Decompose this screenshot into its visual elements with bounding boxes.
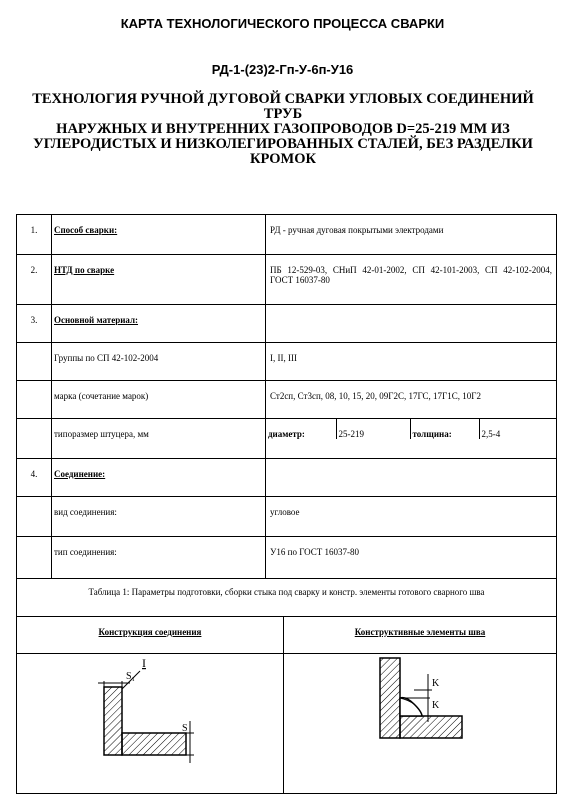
joint-construction-header: Конструкция соединения [98,627,202,637]
technology-title-line: КРОМОК [249,151,317,167]
row-number: 1. [17,215,52,255]
empty-cell [266,459,557,497]
table-row [17,459,557,497]
empty-cell [17,537,52,579]
empty-cell [17,381,52,419]
diameter-label: диаметр: [266,419,336,439]
table-row [17,497,557,537]
joint-type-value: У16 по ГОСТ 16037-80 [266,537,557,579]
ntd-label: НТД по сварке [54,265,115,275]
empty-cell [17,343,52,381]
k-dimension-label: K [432,700,440,711]
k-dimension-label: K [432,678,440,689]
empty-cell [17,497,52,537]
weld-elements-header: Конструктивные элементы шва [354,627,486,637]
material-groups-value: I, II, III [266,343,557,381]
joint-type-label: тип соединения: [52,537,266,579]
material-groups-label: Группы по СП 42-102-2004 [52,343,266,381]
table-row [17,579,557,617]
card-title: КАРТА ТЕХНОЛОГИЧЕСКОГО ПРОЦЕССА СВАРКИ [120,16,445,31]
welding-method-value: РД - ручная дуговая покрытыми электродами [266,215,557,255]
row-label [52,215,266,255]
table-caption: Таблица 1: Параметры подготовки, сборки стыка под сварку и констр. элементы готового сварного шва [17,579,557,617]
fitting-size-subtable [266,419,556,439]
joint-kind-label: вид соединения: [52,497,266,537]
table-row [17,305,557,343]
fitting-size-label: типоразмер штуцера, мм [52,419,266,459]
joint-construction-drawing [90,645,200,770]
thickness-value: 2,5-4 [481,429,501,439]
steel-grade-value: Ст2сп, Ст3сп, 08, 10, 15, 20, 09Г2С, 17ГС, 17Г1С, 10Г2 [266,381,557,419]
table-row [17,381,557,419]
technology-title-line: УГЛЕРОДИСТЫХ И НИЗКОЛЕГИРОВАННЫХ СТАЛЕЙ, БЕЗ РАЗДЕЛКИ [33,136,533,152]
row-number: 4. [17,459,52,497]
technology-title [18,92,548,167]
table-row [17,419,557,459]
empty-cell [266,305,557,343]
row-label [52,255,266,305]
fitting-size-cell [266,419,557,459]
diameter-value: 25-219 [336,419,410,439]
technology-title-line: НАРУЖНЫХ И ВНУТРЕННИХ ГАЗОПРОВОДОВ D=25-219 ММ ИЗ [56,121,510,137]
s-dimension-label: S [182,723,188,734]
weld-elements-drawing [370,650,470,770]
ntd-value: ПБ 12-529-03, СНиП 42-01-2002, СП 42-101-2003, СП 42-102-2004, ГОСТ 16037-80 [266,255,557,305]
steel-grade-label: марка (сочетание марок) [52,381,266,419]
table-row [17,537,557,579]
base-material-label: Основной материал: [54,315,139,325]
row-number: 2. [17,255,52,305]
row-label [52,305,266,343]
s1-dimension-label: S₁ [126,671,136,682]
table-row [17,255,557,305]
row-label [52,459,266,497]
welding-method-label: Способ сварки: [54,225,118,235]
thickness-label: толщина: [410,419,479,439]
row-number: 3. [17,305,52,343]
empty-cell [17,419,52,459]
view-marker-label: I [142,656,146,670]
technology-title-line: ТЕХНОЛОГИЯ РУЧНОЙ ДУГОВОЙ СВАРКИ УГЛОВЫХ СОЕДИНЕНИЙ ТРУБ [32,91,534,122]
table-row [17,343,557,381]
document-code: РД-1-(23)2-Гп-У-6п-У16 [211,62,354,77]
table-row [17,215,557,255]
joint-label: Соединение: [54,469,106,479]
joint-kind-value: угловое [266,497,557,537]
column-header [284,617,557,654]
